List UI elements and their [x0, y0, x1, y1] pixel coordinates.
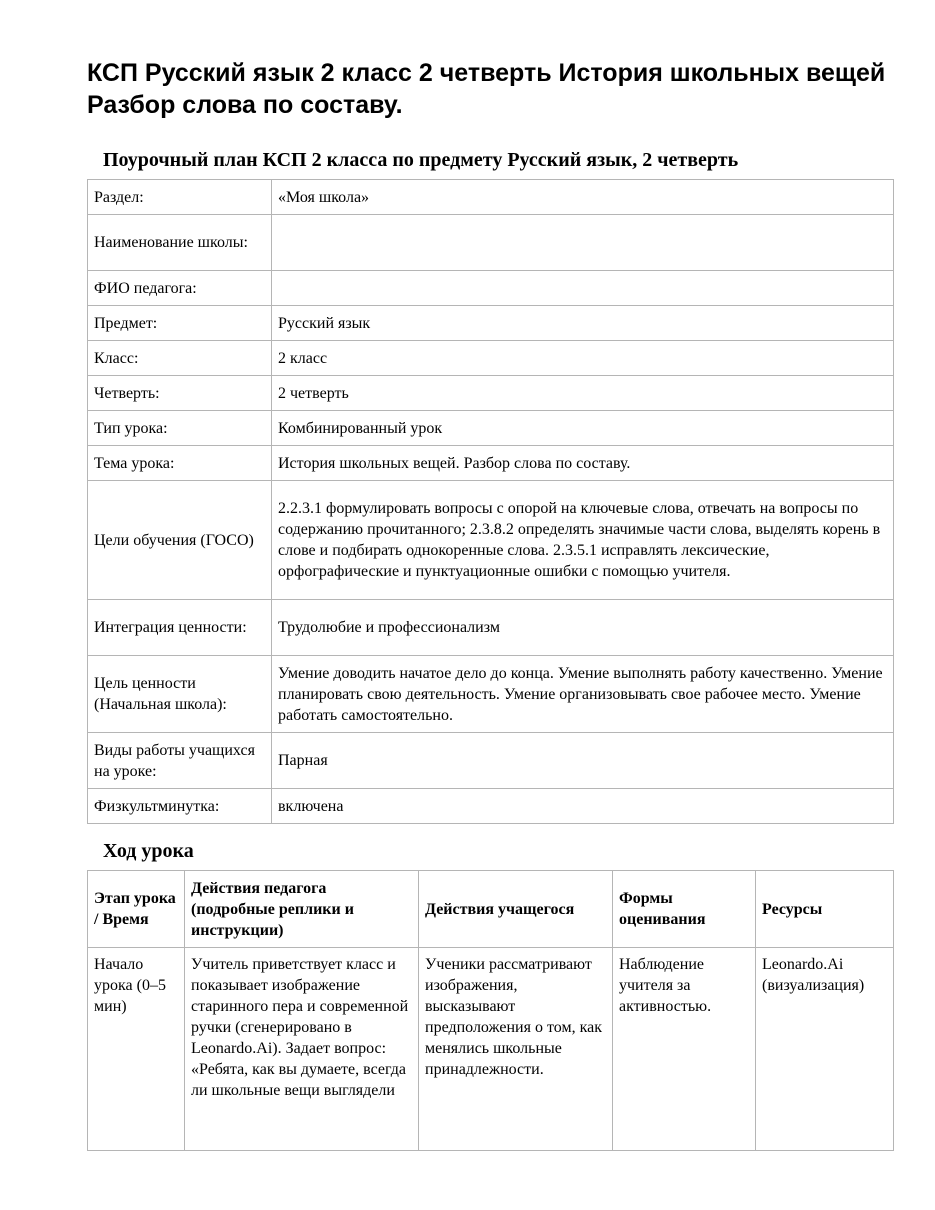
flow-header-teacher-actions: Действия педагога (подробные реплики и инструкции)	[185, 871, 419, 948]
plan-row-label: Интеграция ценности:	[88, 600, 272, 656]
plan-row-label: Виды работы учащихся на уроке:	[88, 733, 272, 789]
plan-row-work-types	[88, 733, 894, 789]
plan-row-value	[272, 215, 894, 271]
plan-row-physical-break	[88, 789, 894, 824]
plan-row-value: Комбинированный урок	[272, 411, 894, 446]
plan-row-label: Физкультминутка:	[88, 789, 272, 824]
flow-cell-stage: Начало урока (0–5 мин)	[88, 948, 185, 1151]
plan-row-value: Парная	[272, 733, 894, 789]
plan-row-label: Тема урока:	[88, 446, 272, 481]
plan-row-learning-goals	[88, 481, 894, 600]
plan-row-school-name	[88, 215, 894, 271]
lesson-plan-table	[87, 179, 894, 824]
plan-row-value: 2 класс	[272, 341, 894, 376]
plan-row-topic	[88, 446, 894, 481]
flow-header-assessment: Формы оценивания	[613, 871, 756, 948]
plan-row-value: Умение доводить начатое дело до конца. Умение выполнять работу качественно. Умение планировать свою деятельность. Умение организовывать свое рабочее место. Умение работать самостоятельно.	[272, 656, 894, 733]
plan-row-value: включена	[272, 789, 894, 824]
plan-row-teacher	[88, 271, 894, 306]
flow-cell-assessment: Наблюдение учителя за активностью.	[613, 948, 756, 1151]
plan-row-value-goal	[88, 656, 894, 733]
flow-header-row	[88, 871, 894, 948]
plan-row-label: Цели обучения (ГОСО)	[88, 481, 272, 600]
plan-row-label: Наименование школы:	[88, 215, 272, 271]
plan-row-value-integration	[88, 600, 894, 656]
plan-row-label: Четверть:	[88, 376, 272, 411]
plan-row-label: Предмет:	[88, 306, 272, 341]
plan-row-value: 2.2.3.1 формулировать вопросы с опорой на ключевые слова, отвечать на вопросы по содержанию прочитанного; 2.3.8.2 определять значимые части слова, выделять корень в слове и подбирать однокоренные слова. 2.3.5.1 исправлять лексические, орфографические и пунктуационные ошибки с помощью учителя.	[272, 481, 894, 600]
flow-header-stage: Этап урока / Время	[88, 871, 185, 948]
flow-cell-student-actions: Ученики рассматривают изображения, высказывают предположения о том, как менялись школьные принадлежности.	[419, 948, 613, 1151]
plan-row-section	[88, 180, 894, 215]
plan-heading: Поурочный план КСП 2 класса по предмету Русский язык, 2 четверть	[103, 149, 739, 171]
flow-header-resources: Ресурсы	[756, 871, 894, 948]
plan-row-label: Класс:	[88, 341, 272, 376]
lesson-flow-table	[87, 870, 894, 1151]
plan-row-label: Цель ценности (Начальная школа):	[88, 656, 272, 733]
plan-row-value: История школьных вещей. Разбор слова по составу.	[272, 446, 894, 481]
plan-row-subject	[88, 306, 894, 341]
plan-row-grade	[88, 341, 894, 376]
plan-row-value	[272, 271, 894, 306]
plan-row-lesson-type	[88, 411, 894, 446]
plan-row-quarter	[88, 376, 894, 411]
plan-row-label: ФИО педагога:	[88, 271, 272, 306]
plan-row-value: Трудолюбие и профессионализм	[272, 600, 894, 656]
plan-row-label: Раздел:	[88, 180, 272, 215]
plan-row-value: «Моя школа»	[272, 180, 894, 215]
document-title: КСП Русский язык 2 класс 2 четверть История школьных вещей Разбор слова по составу.	[87, 59, 886, 119]
flow-cell-teacher-actions: Учитель приветствует класс и показывает изображение старинного пера и современной ручки (сгенерировано в Leonardo.Ai). Задает вопрос: «Ребята, как вы думаете, всегда ли школьные вещи выглядели	[185, 948, 419, 1151]
flow-heading: Ход урока	[103, 840, 194, 862]
plan-row-value: 2 четверть	[272, 376, 894, 411]
plan-row-value: Русский язык	[272, 306, 894, 341]
flow-row-beginning	[88, 948, 894, 1151]
flow-cell-resources: Leonardo.Ai (визуализация)	[756, 948, 894, 1151]
flow-header-student-actions: Действия учащегося	[419, 871, 613, 948]
plan-row-label: Тип урока:	[88, 411, 272, 446]
